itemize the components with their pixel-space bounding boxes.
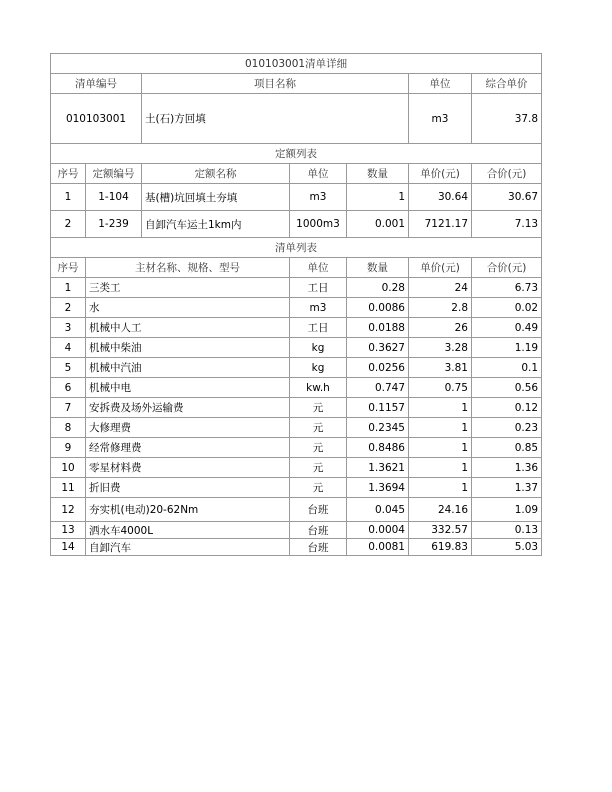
material-price: 3.81 — [409, 358, 472, 378]
material-row — [51, 278, 542, 298]
quota-no-header: 序号 — [51, 164, 86, 184]
material-total: 0.1 — [472, 358, 542, 378]
material-qty: 0.3627 — [347, 338, 409, 358]
material-unit-header: 单位 — [290, 258, 347, 278]
material-name: 水 — [86, 298, 290, 318]
material-row — [51, 478, 542, 498]
quota-unit: 1000m3 — [290, 211, 347, 238]
material-no: 7 — [51, 398, 86, 418]
material-qty: 0.0086 — [347, 298, 409, 318]
material-no: 13 — [51, 522, 86, 539]
bill-code-header: 清单编号 — [51, 74, 142, 94]
material-name: 零星材料费 — [86, 458, 290, 478]
bill-name: 土(石)方回填 — [142, 94, 409, 144]
bill-detail-table — [50, 53, 542, 556]
material-price: 1 — [409, 438, 472, 458]
material-total-header: 合价(元) — [472, 258, 542, 278]
material-total: 1.19 — [472, 338, 542, 358]
quota-unit: m3 — [290, 184, 347, 211]
quota-total: 7.13 — [472, 211, 542, 238]
material-name: 机械中人工 — [86, 318, 290, 338]
quota-total: 30.67 — [472, 184, 542, 211]
material-no: 14 — [51, 539, 86, 556]
material-price-header: 单价(元) — [409, 258, 472, 278]
material-no: 12 — [51, 498, 86, 522]
material-unit: kw.h — [290, 378, 347, 398]
material-no: 1 — [51, 278, 86, 298]
quota-name: 基(槽)坑回填土夯填 — [142, 184, 290, 211]
material-name: 经常修理费 — [86, 438, 290, 458]
quota-no: 2 — [51, 211, 86, 238]
material-qty: 0.747 — [347, 378, 409, 398]
material-no: 4 — [51, 338, 86, 358]
material-qty: 0.0081 — [347, 539, 409, 556]
material-qty: 0.8486 — [347, 438, 409, 458]
material-qty: 0.1157 — [347, 398, 409, 418]
material-price: 1 — [409, 398, 472, 418]
material-qty: 0.28 — [347, 278, 409, 298]
material-row — [51, 298, 542, 318]
material-no: 3 — [51, 318, 86, 338]
material-total: 1.09 — [472, 498, 542, 522]
material-no: 5 — [51, 358, 86, 378]
material-name: 机械中柴油 — [86, 338, 290, 358]
material-total: 0.02 — [472, 298, 542, 318]
material-total: 0.56 — [472, 378, 542, 398]
material-price: 24.16 — [409, 498, 472, 522]
material-row — [51, 418, 542, 438]
material-qty: 1.3694 — [347, 478, 409, 498]
material-unit: 台班 — [290, 522, 347, 539]
material-no: 9 — [51, 438, 86, 458]
material-qty: 0.2345 — [347, 418, 409, 438]
quota-code: 1-239 — [86, 211, 142, 238]
material-unit: 元 — [290, 418, 347, 438]
material-total: 6.73 — [472, 278, 542, 298]
material-qty: 0.0004 — [347, 522, 409, 539]
material-total: 0.49 — [472, 318, 542, 338]
bill-unit: m3 — [409, 94, 472, 144]
material-row — [51, 318, 542, 338]
material-qty: 0.045 — [347, 498, 409, 522]
material-total: 0.85 — [472, 438, 542, 458]
material-unit: 工日 — [290, 278, 347, 298]
material-qty-header: 数量 — [347, 258, 409, 278]
quota-code-header: 定额编号 — [86, 164, 142, 184]
quota-code: 1-104 — [86, 184, 142, 211]
material-total: 0.23 — [472, 418, 542, 438]
material-unit: kg — [290, 358, 347, 378]
bill-unit-header: 单位 — [409, 74, 472, 94]
quota-row — [51, 184, 542, 211]
material-row — [51, 522, 542, 539]
material-price: 619.83 — [409, 539, 472, 556]
material-unit: 台班 — [290, 498, 347, 522]
material-unit: m3 — [290, 298, 347, 318]
material-row — [51, 398, 542, 418]
material-name: 自卸汽车 — [86, 539, 290, 556]
bill-code: 010103001 — [51, 94, 142, 144]
material-price: 332.57 — [409, 522, 472, 539]
material-row — [51, 438, 542, 458]
material-name: 安拆费及场外运输费 — [86, 398, 290, 418]
material-qty: 0.0256 — [347, 358, 409, 378]
material-price: 3.28 — [409, 338, 472, 358]
material-name-header: 主材名称、规格、型号 — [86, 258, 290, 278]
material-row — [51, 338, 542, 358]
quota-price: 7121.17 — [409, 211, 472, 238]
material-unit: 工日 — [290, 318, 347, 338]
material-unit: 台班 — [290, 539, 347, 556]
material-price: 26 — [409, 318, 472, 338]
material-name: 折旧费 — [86, 478, 290, 498]
quota-unit-header: 单位 — [290, 164, 347, 184]
material-row — [51, 498, 542, 522]
material-unit: 元 — [290, 438, 347, 458]
material-total: 1.37 — [472, 478, 542, 498]
sheet-title: 010103001清单详细 — [51, 54, 542, 74]
material-price: 1 — [409, 458, 472, 478]
material-price: 1 — [409, 418, 472, 438]
material-row — [51, 539, 542, 556]
bill-name-header: 项目名称 — [142, 74, 409, 94]
material-total: 0.12 — [472, 398, 542, 418]
material-row — [51, 358, 542, 378]
quota-total-header: 合价(元) — [472, 164, 542, 184]
material-row — [51, 378, 542, 398]
material-total: 0.13 — [472, 522, 542, 539]
quota-name-header: 定额名称 — [142, 164, 290, 184]
material-unit: kg — [290, 338, 347, 358]
quota-qty-header: 数量 — [347, 164, 409, 184]
material-unit: 元 — [290, 398, 347, 418]
material-name: 大修理费 — [86, 418, 290, 438]
bill-price-header: 综合单价 — [472, 74, 542, 94]
material-price: 0.75 — [409, 378, 472, 398]
quota-section-title: 定额列表 — [51, 144, 542, 164]
quota-row — [51, 211, 542, 238]
material-no-header: 序号 — [51, 258, 86, 278]
material-no: 11 — [51, 478, 86, 498]
material-no: 6 — [51, 378, 86, 398]
material-qty: 1.3621 — [347, 458, 409, 478]
quota-price: 30.64 — [409, 184, 472, 211]
material-name: 夯实机(电动)20-62Nm — [86, 498, 290, 522]
material-name: 洒水车4000L — [86, 522, 290, 539]
material-no: 8 — [51, 418, 86, 438]
quota-price-header: 单价(元) — [409, 164, 472, 184]
material-qty: 0.0188 — [347, 318, 409, 338]
material-price: 1 — [409, 478, 472, 498]
material-section-title: 清单列表 — [51, 238, 542, 258]
quota-no: 1 — [51, 184, 86, 211]
material-no: 2 — [51, 298, 86, 318]
quota-qty: 0.001 — [347, 211, 409, 238]
material-price: 2.8 — [409, 298, 472, 318]
material-total: 5.03 — [472, 539, 542, 556]
material-price: 24 — [409, 278, 472, 298]
material-unit: 元 — [290, 478, 347, 498]
material-name: 三类工 — [86, 278, 290, 298]
quota-qty: 1 — [347, 184, 409, 211]
material-row — [51, 458, 542, 478]
material-name: 机械中汽油 — [86, 358, 290, 378]
material-no: 10 — [51, 458, 86, 478]
material-total: 1.36 — [472, 458, 542, 478]
material-unit: 元 — [290, 458, 347, 478]
material-name: 机械中电 — [86, 378, 290, 398]
bill-price: 37.8 — [472, 94, 542, 144]
quota-name: 自卸汽车运土1km内 — [142, 211, 290, 238]
